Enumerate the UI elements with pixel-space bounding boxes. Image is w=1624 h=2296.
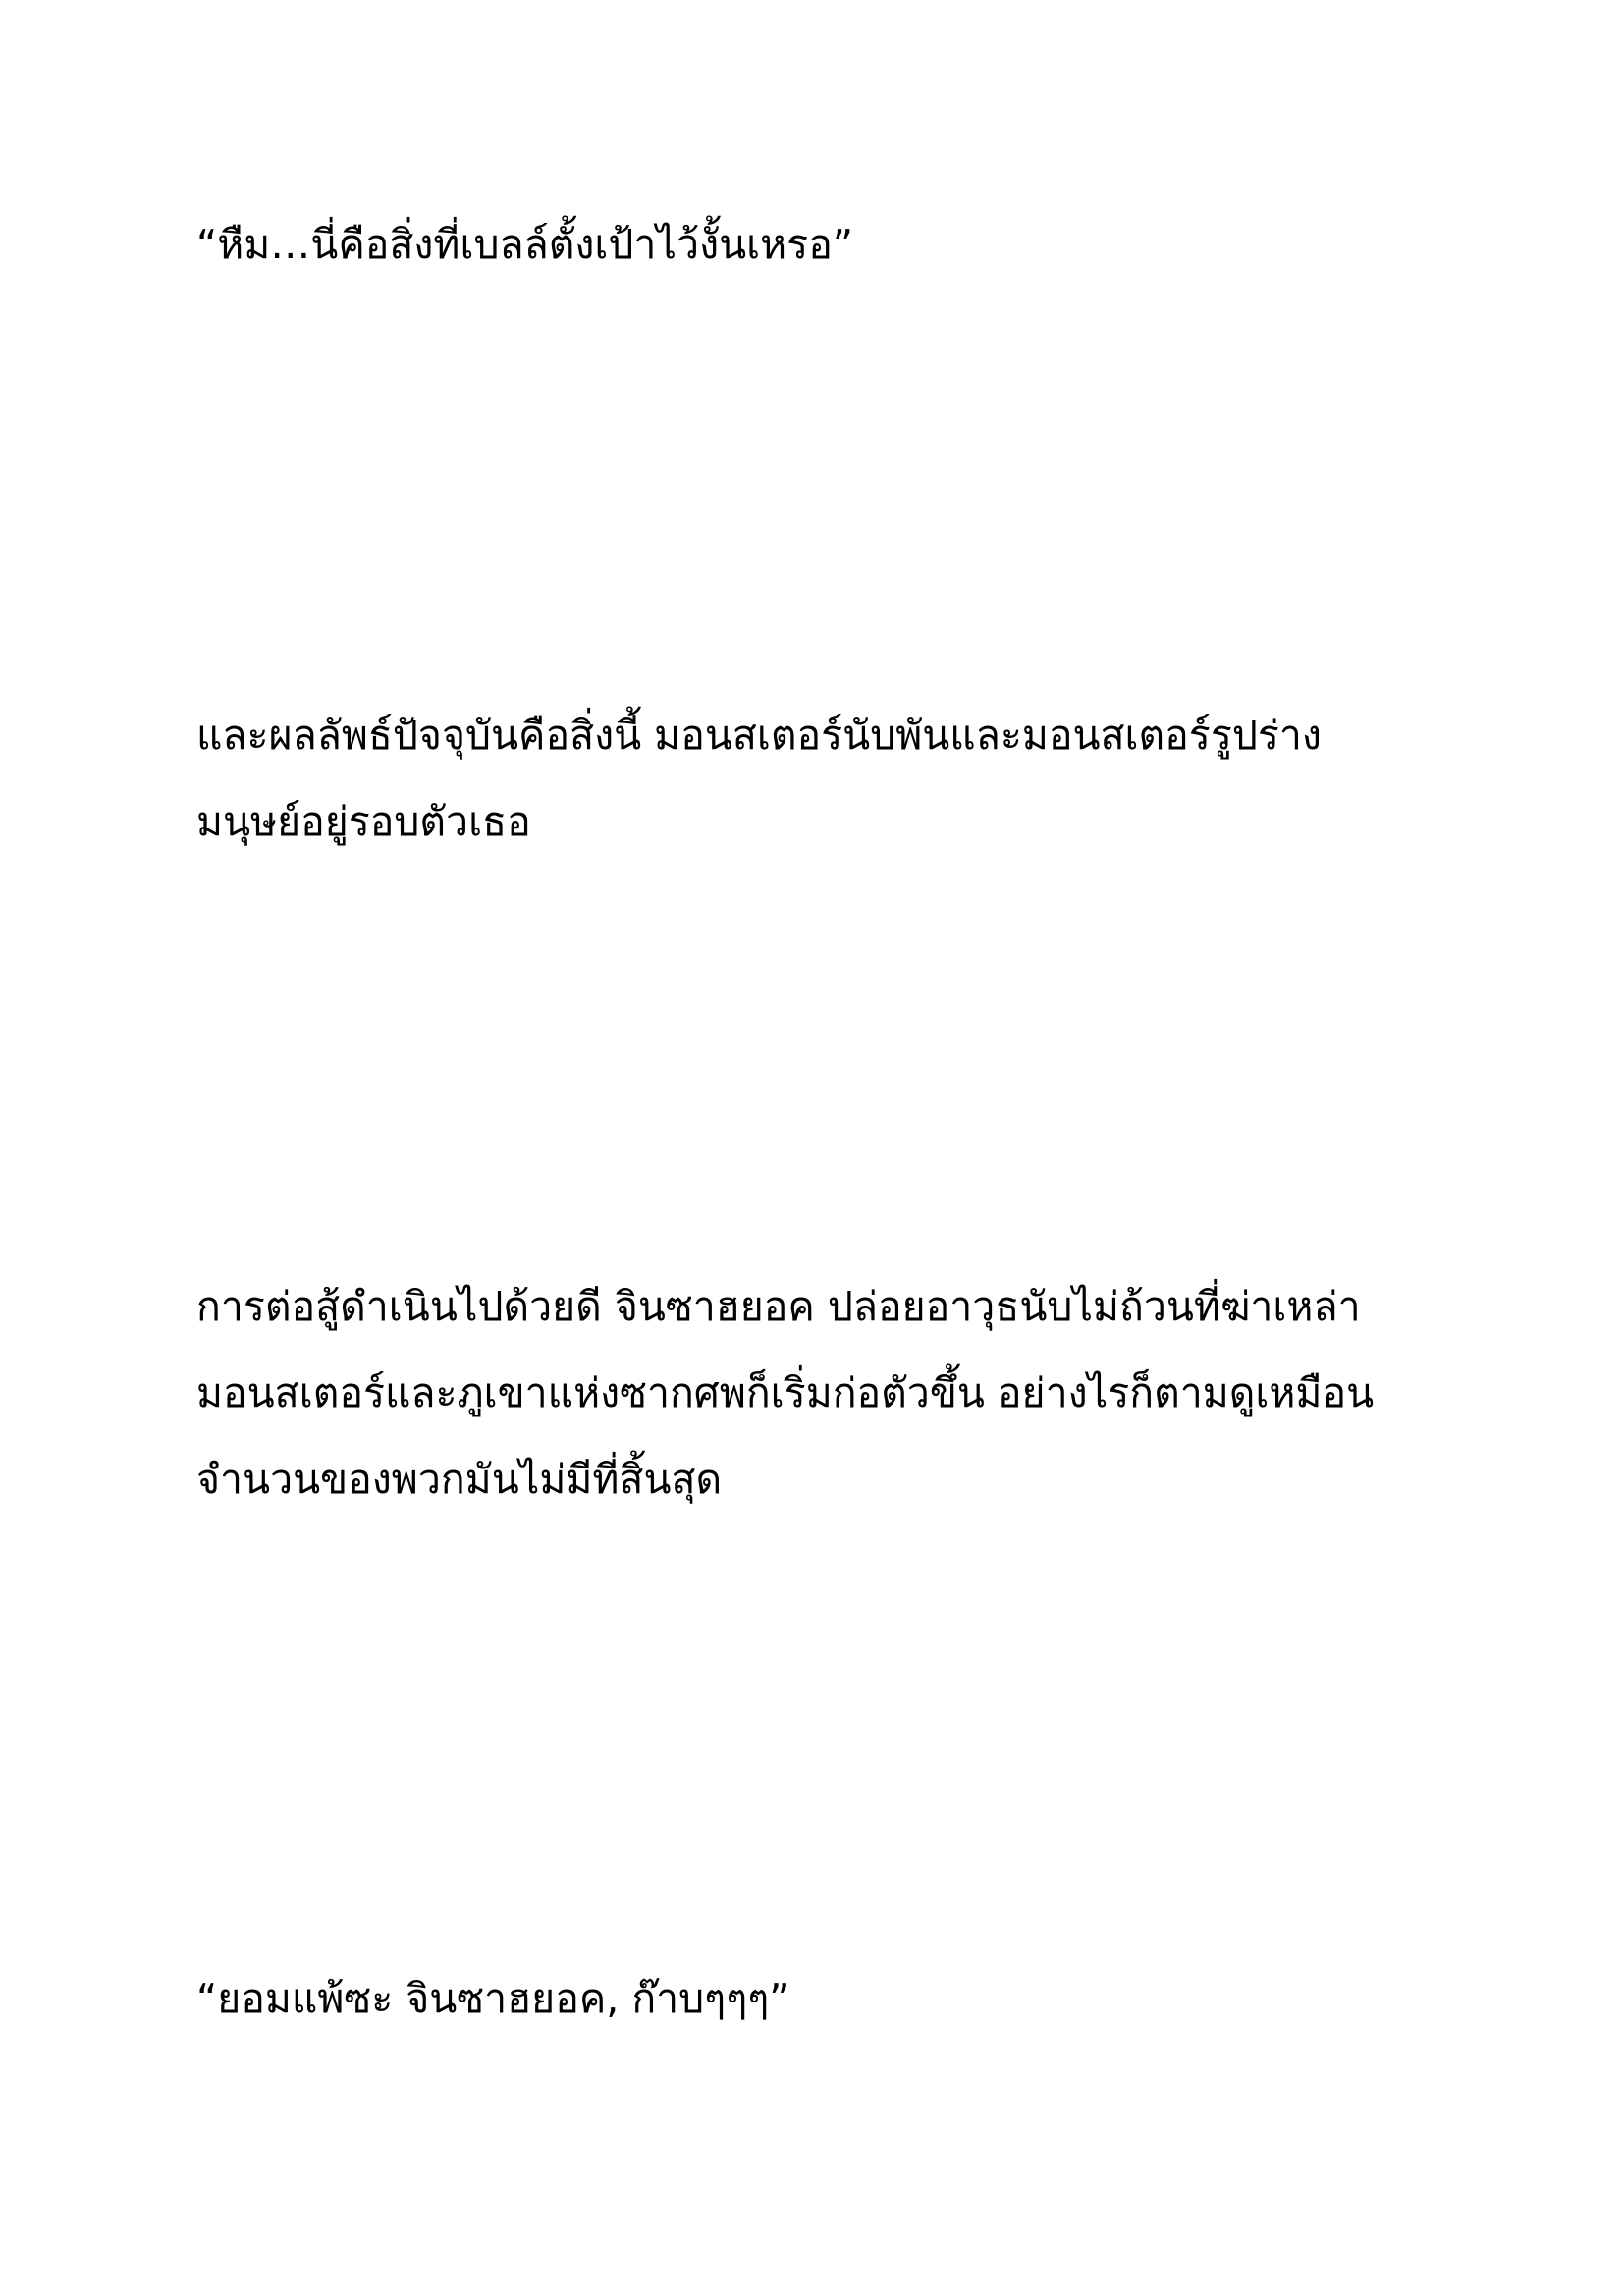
dialogue-paragraph: [196, 201, 1473, 288]
narration-paragraph: [196, 1263, 1473, 1522]
text-line: จำนวนของพวกมันไม่มีที่สิ้นสุด: [196, 1456, 723, 1503]
text-line: “หืม…นี่คือสิ่งที่เบลล์ตั้งเป้าไว้งั้นเหรอ”: [196, 221, 854, 268]
text-line: “ยอมแพ้ซะ จินซาฮยอค, ก๊าบๆๆๆ”: [196, 1975, 790, 2022]
text-line: การต่อสู้ดำเนินไปด้วยดี จินซาฮยอค ปล่อยอาวุธนับไม่ถ้วนที่ฆ่าเหล่า: [196, 1283, 1361, 1330]
narration-paragraph: [196, 692, 1473, 865]
text-line: และผลลัพธ์ปัจจุบันคือสิ่งนี้ มอนสเตอร์นับพันและมอนสเตอร์รูปร่าง: [196, 712, 1322, 759]
text-line: มอนสเตอร์และภูเขาแห่งซากศพก็เริ่มก่อตัวขึ้น อย่างไรก็ตามดูเหมือน: [196, 1369, 1375, 1416]
dialogue-paragraph: [196, 1955, 1473, 2042]
text-line: มนุษย์อยู่รอบตัวเธอ: [196, 798, 531, 845]
